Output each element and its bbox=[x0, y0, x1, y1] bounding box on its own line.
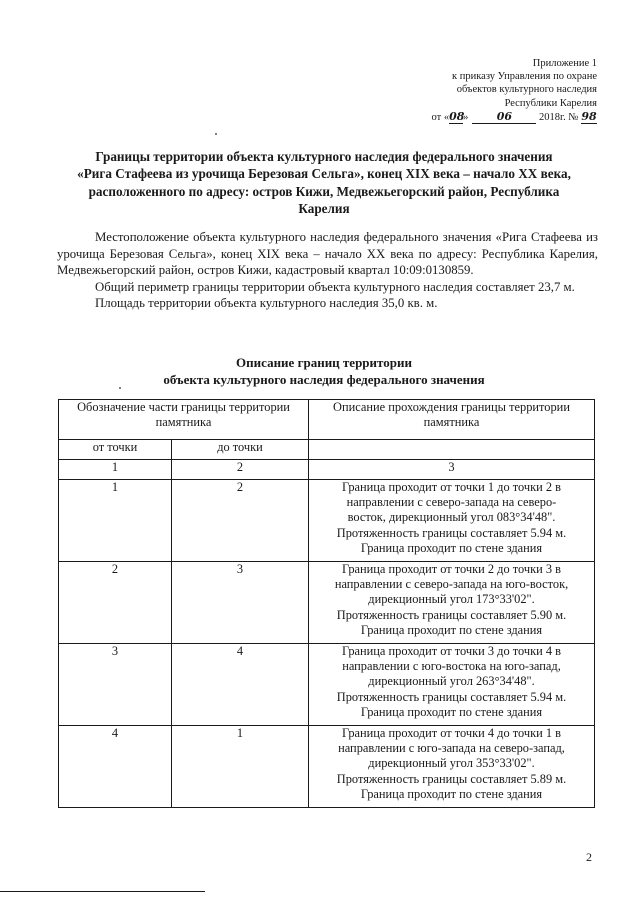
appendix-line: Приложение 1 bbox=[532, 58, 597, 69]
order-number: 98 bbox=[581, 109, 597, 123]
table-body bbox=[59, 480, 595, 808]
document-title bbox=[48, 148, 600, 217]
subheader-from: от точки bbox=[59, 440, 172, 460]
description-line: Граница проходит от точки 2 до точки 3 в bbox=[341, 562, 562, 576]
section-title-line: объекта культурного наследия федерального значения bbox=[163, 371, 485, 387]
table-header-row bbox=[59, 400, 595, 440]
description-line: дирекционный угол 353°33'02". bbox=[368, 756, 535, 771]
page-number: 2 bbox=[586, 850, 592, 864]
description-line: Граница проходит по стене здания bbox=[360, 622, 543, 637]
table-row bbox=[59, 726, 595, 808]
document-body bbox=[57, 229, 598, 312]
scan-speck bbox=[215, 133, 217, 135]
from-point: 1 bbox=[59, 480, 172, 562]
boundary-description bbox=[309, 562, 595, 644]
location-paragraph: Местоположение объекта культурного наследия федерального значения «Рига Стафеева из урочища Березовая Сельга», конец XIX века – начало XX века по адресу: Республика Карелия, Медвежьегорский район, остров Кижи, кадастровый квартал 10:09:0130859. bbox=[57, 230, 598, 278]
column-number: 3 bbox=[309, 460, 595, 480]
description-line: дирекционный угол 173°33'02". bbox=[368, 592, 535, 607]
boundary-description bbox=[309, 480, 595, 562]
description-line: направлении с юго-востока на юго-запад, bbox=[342, 659, 561, 674]
appendix-line: к приказу Управления по охране bbox=[452, 71, 597, 83]
title-line: Карелия bbox=[298, 200, 350, 216]
title-line: расположенного по адресу: остров Кижи, Медвежьегорский район, Республика bbox=[88, 183, 560, 199]
table-row bbox=[59, 480, 595, 562]
boundary-description bbox=[309, 726, 595, 808]
description-line: Граница проходит по стене здания bbox=[360, 786, 543, 801]
table-subheader-row bbox=[59, 440, 595, 460]
boundary-table bbox=[58, 399, 595, 808]
from-point: 4 bbox=[59, 726, 172, 808]
order-prefix: от « bbox=[431, 111, 450, 123]
header-boundary-description: Описание прохождения границы территории памятника bbox=[309, 400, 595, 440]
order-mid: » bbox=[463, 111, 469, 123]
description-line: Граница проходит от точки 1 до точки 2 в bbox=[341, 480, 562, 494]
footer-rule bbox=[0, 891, 205, 892]
area-paragraph: Площадь территории объекта культурного наследия 35,0 кв. м. bbox=[95, 296, 438, 311]
to-point: 2 bbox=[172, 480, 309, 562]
description-line: Граница проходит по стене здания bbox=[360, 704, 543, 719]
table-row bbox=[59, 562, 595, 644]
to-point: 4 bbox=[172, 644, 309, 726]
to-point: 1 bbox=[172, 726, 309, 808]
column-number: 1 bbox=[59, 460, 172, 480]
order-month: 06 bbox=[472, 110, 536, 124]
description-line: восток, дирекционный угол 083°34'48". bbox=[347, 510, 556, 525]
section-title-line: Описание границ территории bbox=[236, 355, 412, 370]
order-year: 2018г. № bbox=[538, 111, 579, 123]
description-line: направлении с юго-запада на северо-запад, bbox=[338, 741, 565, 756]
header-boundary-part: Обозначение части границы территории памятника bbox=[59, 400, 309, 440]
section-title bbox=[48, 355, 600, 388]
order-day: 08 bbox=[449, 109, 465, 123]
subheader-to: до точки bbox=[172, 440, 309, 460]
description-line: Граница проходит по стене здания bbox=[360, 540, 543, 555]
appendix-line: Республики Карелия bbox=[504, 97, 597, 109]
appendix-line: объектов культурного наследия bbox=[456, 84, 597, 96]
description-line: Протяженность границы составляет 5.94 м. bbox=[336, 525, 567, 540]
to-point: 3 bbox=[172, 562, 309, 644]
description-line: Протяженность границы составляет 5.94 м. bbox=[336, 689, 567, 704]
column-number: 2 bbox=[172, 460, 309, 480]
title-line: Границы территории объекта культурного наследия федерального значения bbox=[95, 149, 553, 164]
table-row bbox=[59, 644, 595, 726]
boundary-description bbox=[309, 644, 595, 726]
description-line: направлении с северо-запада на северо- bbox=[346, 495, 557, 510]
scan-speck bbox=[119, 387, 121, 389]
description-line: Протяженность границы составляет 5.89 м. bbox=[336, 771, 567, 786]
subheader-empty bbox=[309, 440, 595, 460]
description-line: Граница проходит от точки 4 до точки 1 в bbox=[341, 726, 562, 740]
order-line bbox=[347, 110, 597, 124]
title-line: «Рига Стафеева из урочища Березовая Сельга», конец XIX века – начало XX века, bbox=[77, 166, 571, 182]
description-line: дирекционный угол 263°34'48". bbox=[368, 674, 535, 689]
description-line: направлении с северо-запада на юго-восток, bbox=[334, 577, 569, 592]
perimeter-paragraph: Общий периметр границы территории объекта культурного наследия составляет 23,7 м. bbox=[95, 279, 575, 294]
from-point: 3 bbox=[59, 644, 172, 726]
description-line: Протяженность границы составляет 5.90 м. bbox=[336, 607, 567, 622]
appendix-block bbox=[347, 57, 597, 124]
description-line: Граница проходит от точки 3 до точки 4 в bbox=[341, 644, 562, 658]
table-column-numbers-row bbox=[59, 460, 595, 480]
from-point: 2 bbox=[59, 562, 172, 644]
